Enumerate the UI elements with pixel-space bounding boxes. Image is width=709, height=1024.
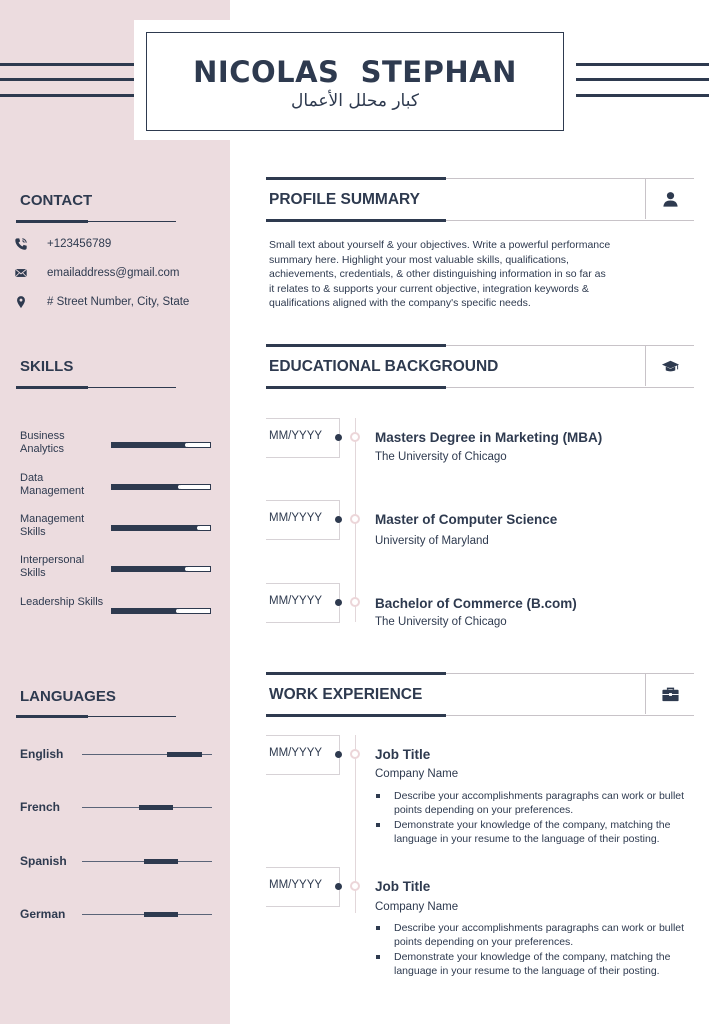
job-subtitle: كبار محلل الأعمال — [291, 91, 419, 111]
date-label: MM/YYYY — [269, 747, 323, 759]
deco-line — [576, 94, 709, 97]
company-name: Company Name — [375, 768, 459, 780]
language-row — [20, 745, 212, 765]
skill-bar-fill — [112, 526, 200, 530]
timeline-dot — [335, 516, 342, 523]
language-level — [139, 805, 173, 810]
deco-line — [576, 63, 709, 66]
languages-rule — [16, 715, 176, 718]
skill-bar-marker — [185, 443, 189, 447]
skill-bar — [111, 566, 211, 572]
education-icon-box — [645, 346, 694, 386]
language-row — [20, 798, 212, 818]
skill-row — [20, 596, 212, 626]
skill-row — [20, 554, 212, 584]
skill-bar-fill — [112, 567, 188, 571]
bullet-text: Demonstrate your knowledge of the company, matching the language in your resume to the language of their posting. — [394, 951, 671, 977]
bullet-item — [376, 789, 688, 817]
profile-section-header — [266, 177, 694, 222]
date-box — [266, 735, 340, 775]
skill-bar-marker — [197, 526, 201, 530]
timeline-node — [350, 432, 360, 442]
skill-bar — [111, 608, 211, 614]
skill-label: Management Skills — [20, 513, 85, 538]
date-box — [266, 500, 340, 540]
skill-row — [20, 430, 212, 460]
language-label: Spanish — [20, 854, 67, 868]
accomplishment-list — [376, 921, 688, 979]
language-row — [20, 852, 212, 872]
language-label: English — [20, 747, 64, 761]
deco-line — [0, 94, 134, 97]
language-level — [167, 752, 202, 757]
date-label: MM/YYYY — [269, 430, 323, 442]
user-icon — [661, 190, 680, 209]
briefcase-icon — [661, 685, 680, 704]
location-pin-icon — [14, 295, 28, 309]
degree-title: Master of Computer Science — [375, 512, 558, 527]
skills-heading: SKILLS — [20, 358, 74, 375]
skill-bar-fill — [112, 443, 188, 447]
degree-title: Masters Degree in Marketing (MBA) — [375, 430, 603, 445]
phone-text: +123456789 — [47, 238, 112, 250]
languages-heading: LANGUAGES — [20, 688, 116, 705]
skill-bar — [111, 442, 211, 448]
job-title: Job Title — [375, 747, 431, 762]
school-name: University of Maryland — [375, 535, 489, 547]
email-text: emailaddress@gmail.com — [47, 267, 180, 279]
timeline-dot — [335, 599, 342, 606]
deco-line — [576, 78, 709, 81]
school-name: The University of Chicago — [375, 451, 507, 463]
profile-line: it relates to & supports your current objective, integration keywords & — [269, 282, 589, 295]
skill-bar-fill — [112, 485, 181, 489]
date-label: MM/YYYY — [269, 595, 323, 607]
bullet-item — [376, 818, 688, 846]
timeline-node — [350, 514, 360, 524]
language-label: French — [20, 800, 61, 814]
deco-line — [0, 78, 134, 81]
deco-line — [0, 63, 134, 66]
degree-title: Bachelor of Commerce (B.com) — [375, 596, 577, 611]
skills-rule — [16, 386, 176, 389]
contact-rule — [16, 220, 176, 223]
bullet-item — [376, 950, 688, 978]
bullet-text: Describe your accomplishments paragraphs can work or bullet points depending on your preferences. — [394, 790, 685, 816]
timeline-node — [350, 749, 360, 759]
name-box — [146, 32, 564, 131]
profile-summary-text — [269, 238, 669, 311]
contact-phone — [14, 237, 111, 251]
skill-label: Data Management — [20, 472, 85, 497]
company-name: Company Name — [375, 901, 459, 913]
work-heading: WORK EXPERIENCE — [269, 686, 423, 703]
full-name: NICOLAS STEPHAN — [193, 55, 517, 89]
timeline-node — [350, 881, 360, 891]
profile-icon-box — [645, 179, 694, 219]
school-name: The University of Chicago — [375, 616, 507, 628]
job-title: Job Title — [375, 879, 431, 894]
profile-line: achievements, credentials, & other distinguishing information in so far as — [269, 268, 606, 280]
contact-address — [14, 295, 189, 309]
language-row — [20, 905, 212, 925]
skill-label: Interpersonal Skills — [20, 554, 85, 579]
skill-bar-fill — [112, 609, 179, 613]
accomplishment-list — [376, 789, 688, 847]
profile-line: Small text about yourself & your objectives. Write a powerful performance — [269, 239, 611, 251]
language-level — [144, 912, 178, 917]
skill-row — [20, 472, 212, 502]
contact-heading: CONTACT — [20, 192, 93, 209]
profile-line: summary here. Highlight your most valuable skills, qualifications, — [269, 253, 569, 266]
skill-row — [20, 513, 212, 543]
skill-bar — [111, 484, 211, 490]
skill-bar — [111, 525, 211, 531]
mail-icon — [14, 266, 28, 280]
skill-bar-marker — [176, 609, 180, 613]
education-section-header — [266, 344, 694, 389]
graduation-cap-icon — [661, 357, 680, 376]
timeline-dot — [335, 751, 342, 758]
skill-bar-marker — [178, 485, 182, 489]
date-box — [266, 583, 340, 623]
date-box — [266, 418, 340, 458]
language-label: German — [20, 907, 66, 921]
bullet-text: Demonstrate your knowledge of the company, matching the language in your resume to the language of their posting. — [394, 819, 671, 845]
date-label: MM/YYYY — [269, 879, 323, 891]
profile-heading: PROFILE SUMMARY — [269, 191, 420, 208]
skill-label: Leadership Skills — [20, 596, 104, 608]
skill-bar-marker — [185, 567, 189, 571]
skill-label: Business Analytics — [20, 430, 65, 455]
timeline-node — [350, 597, 360, 607]
contact-email — [14, 266, 179, 280]
work-section-header — [266, 672, 694, 717]
profile-line: qualifications aligned with the company's specific needs. — [269, 297, 531, 309]
bullet-text: Describe your accomplishments paragraphs can work or bullet points depending on your preferences. — [394, 922, 685, 948]
date-label: MM/YYYY — [269, 512, 323, 524]
timeline-dot — [335, 434, 342, 441]
timeline-dot — [335, 883, 342, 890]
date-box — [266, 867, 340, 907]
education-heading: EDUCATIONAL BACKGROUND — [269, 358, 499, 375]
work-icon-box — [645, 674, 694, 714]
address-text: # Street Number, City, State — [47, 296, 190, 308]
phone-icon — [14, 237, 28, 251]
bullet-item — [376, 921, 688, 949]
language-level — [144, 859, 178, 864]
